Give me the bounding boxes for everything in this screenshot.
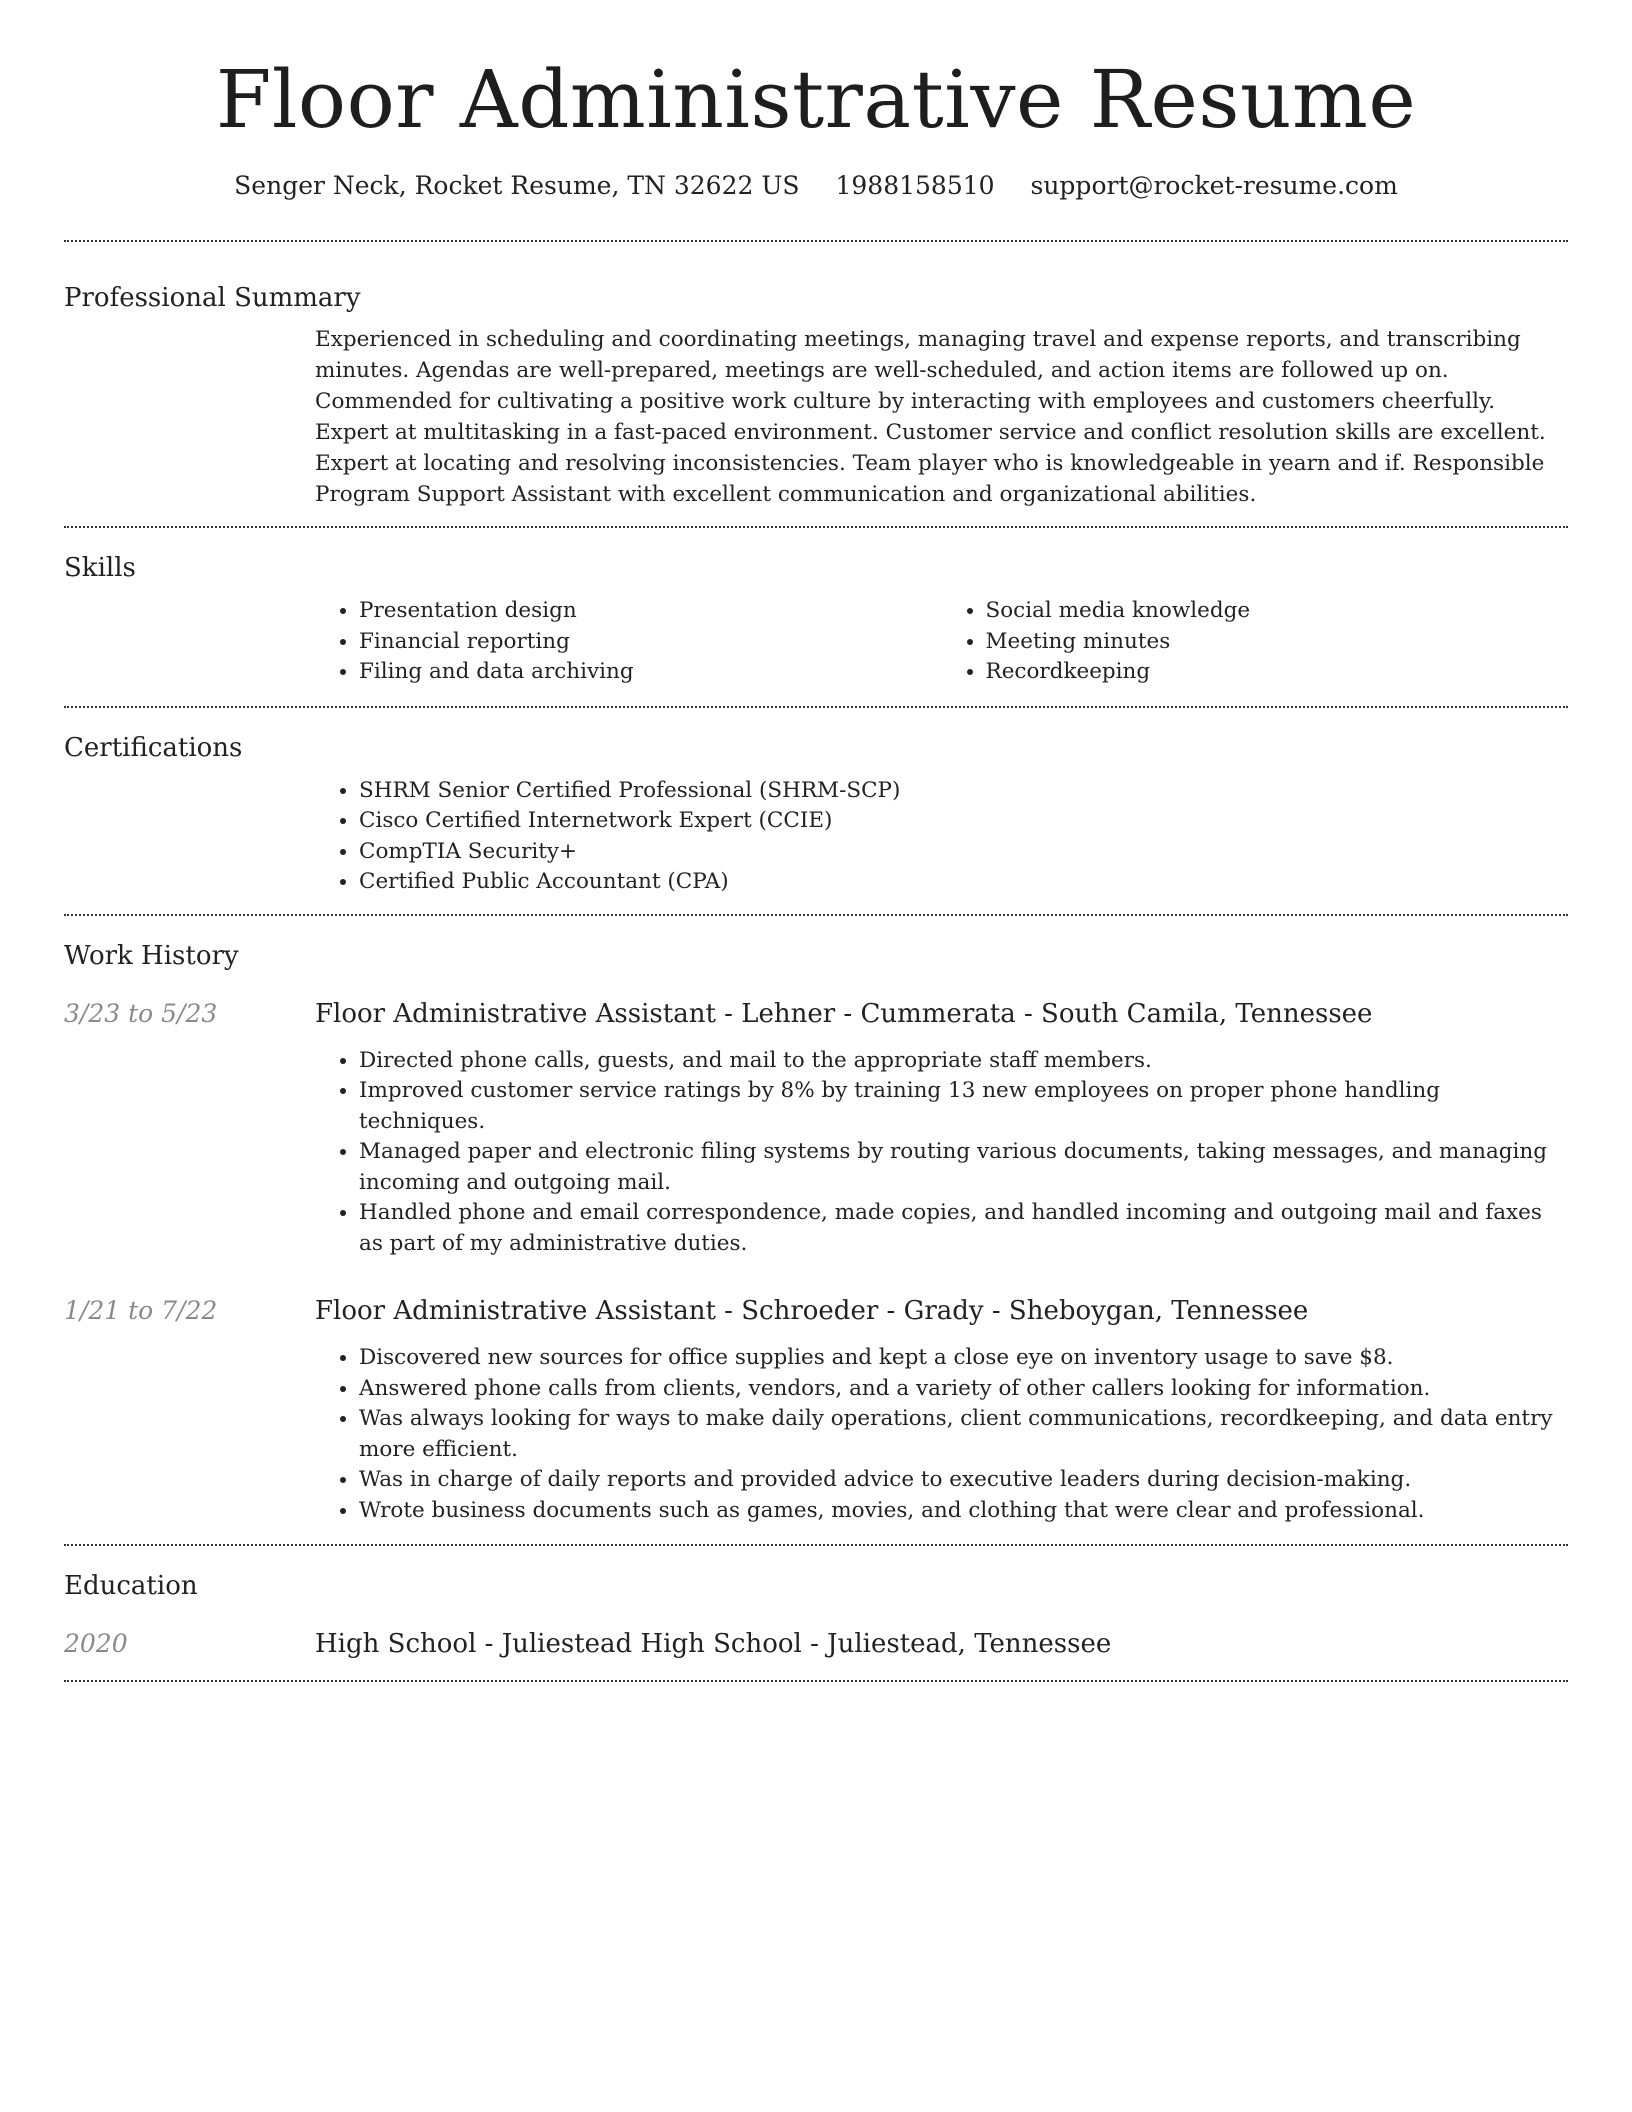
contact-phone: 1988158510 — [835, 171, 995, 200]
job-dates: 1/21 to 7/22 — [64, 1296, 218, 1325]
skills-list-right — [942, 596, 1569, 688]
job-bullet: • Improved customer service ratings by 8% by training 13 new employees on proper phone handling techniques. — [359, 1076, 1568, 1137]
section-title-education: Education — [64, 1571, 198, 1601]
education-section — [64, 1546, 1568, 1660]
certifications-section — [64, 708, 1568, 898]
contact-email: support@rocket-resume.com — [1030, 171, 1398, 200]
summary-text: Experienced in scheduling and coordinating meetings, managing travel and expense reports, and transcribing minutes. Agendas are well-prepared, meetings are well-scheduled, and action items are followed up on. Commended for cultivating a positive work culture by interacting with employees and customers cheerfully. Expert at multitasking in a fast-paced environment. Customer service and conflict resolution skills are excellent. Expert at locating and resolving inconsistencies. Team player who is knowledgeable in yearn and if. Responsible Program Support Assistant with excellent communication and organizational abilities. — [315, 327, 1546, 507]
skill-item: • Presentation design — [359, 596, 942, 627]
job-entry — [64, 1295, 1568, 1544]
job-bullet: • Was in charge of daily reports and provided advice to executive leaders during decision-making. — [359, 1465, 1568, 1496]
job-bullet: • Discovered new sources for office supplies and kept a close eye on inventory usage to save $8. — [359, 1343, 1568, 1374]
skills-section — [64, 528, 1568, 688]
job-bullet: • Answered phone calls from clients, vendors, and a variety of other callers looking for information. — [359, 1374, 1568, 1405]
skill-item: • Financial reporting — [359, 627, 942, 658]
summary-section — [64, 242, 1568, 510]
job-bullet: • Handled phone and email correspondence, made copies, and handled incoming and outgoing mail and faxes as part of my administrative duties. — [359, 1198, 1568, 1259]
job-body — [315, 998, 1568, 1260]
section-title-skills: Skills — [64, 553, 136, 583]
certification-item: • SHRM Senior Certified Professional (SHRM-SCP) — [359, 776, 1568, 807]
job-bullet: • Managed paper and electronic filing systems by routing various documents, taking messages, and managing incoming and outgoing mail. — [359, 1137, 1568, 1198]
skill-item: • Meeting minutes — [986, 627, 1569, 658]
skill-item: • Filing and data archiving — [359, 657, 942, 688]
section-title-work-history: Work History — [64, 940, 239, 971]
divider — [64, 1680, 1568, 1682]
job-dates: 3/23 to 5/23 — [64, 998, 218, 1028]
resume-title: Floor Administrative Resume — [215, 53, 1417, 146]
education-entry — [64, 1628, 1568, 1660]
certifications-list — [315, 776, 1568, 898]
job-entry — [64, 998, 1568, 1260]
job-bullets — [315, 1343, 1568, 1526]
job-bullet: • Was always looking for ways to make daily operations, client communications, recordkeeping, and data entry more efficient. — [359, 1404, 1568, 1465]
certification-item: • CompTIA Security+ — [359, 837, 1568, 868]
work-history-section — [64, 916, 1568, 1545]
contact-line — [64, 170, 1568, 202]
skills-columns — [315, 596, 1568, 688]
certification-item: • Cisco Certified Internetwork Expert (CCIE) — [359, 806, 1568, 837]
job-bullet: • Directed phone calls, guests, and mail to the appropriate staff members. — [359, 1046, 1568, 1077]
contact-address: Senger Neck, Rocket Resume, TN 32622 US — [234, 171, 800, 200]
education-body — [315, 1628, 1568, 1660]
education-year: 2020 — [64, 1629, 128, 1658]
job-title: Floor Administrative Assistant - Lehner - Cummerata - South Camila, Tennessee — [315, 998, 1373, 1029]
section-title-summary: Professional Summary — [64, 283, 361, 313]
skill-item: • Social media knowledge — [986, 596, 1569, 627]
skill-item: • Recordkeeping — [986, 657, 1569, 688]
education-title: High School - Juliestead High School - Juliestead, Tennessee — [315, 1629, 1112, 1659]
job-bullet: • Wrote business documents such as games, movies, and clothing that were clear and professional. — [359, 1496, 1568, 1527]
certifications-body — [315, 776, 1568, 898]
section-title-certifications: Certifications — [64, 732, 243, 763]
job-body — [315, 1295, 1568, 1544]
skills-list-left — [315, 596, 942, 688]
job-bullets — [315, 1046, 1568, 1260]
certification-item: • Certified Public Accountant (CPA) — [359, 867, 1568, 898]
job-title: Floor Administrative Assistant - Schroeder - Grady - Sheboygan, Tennessee — [315, 1296, 1309, 1326]
